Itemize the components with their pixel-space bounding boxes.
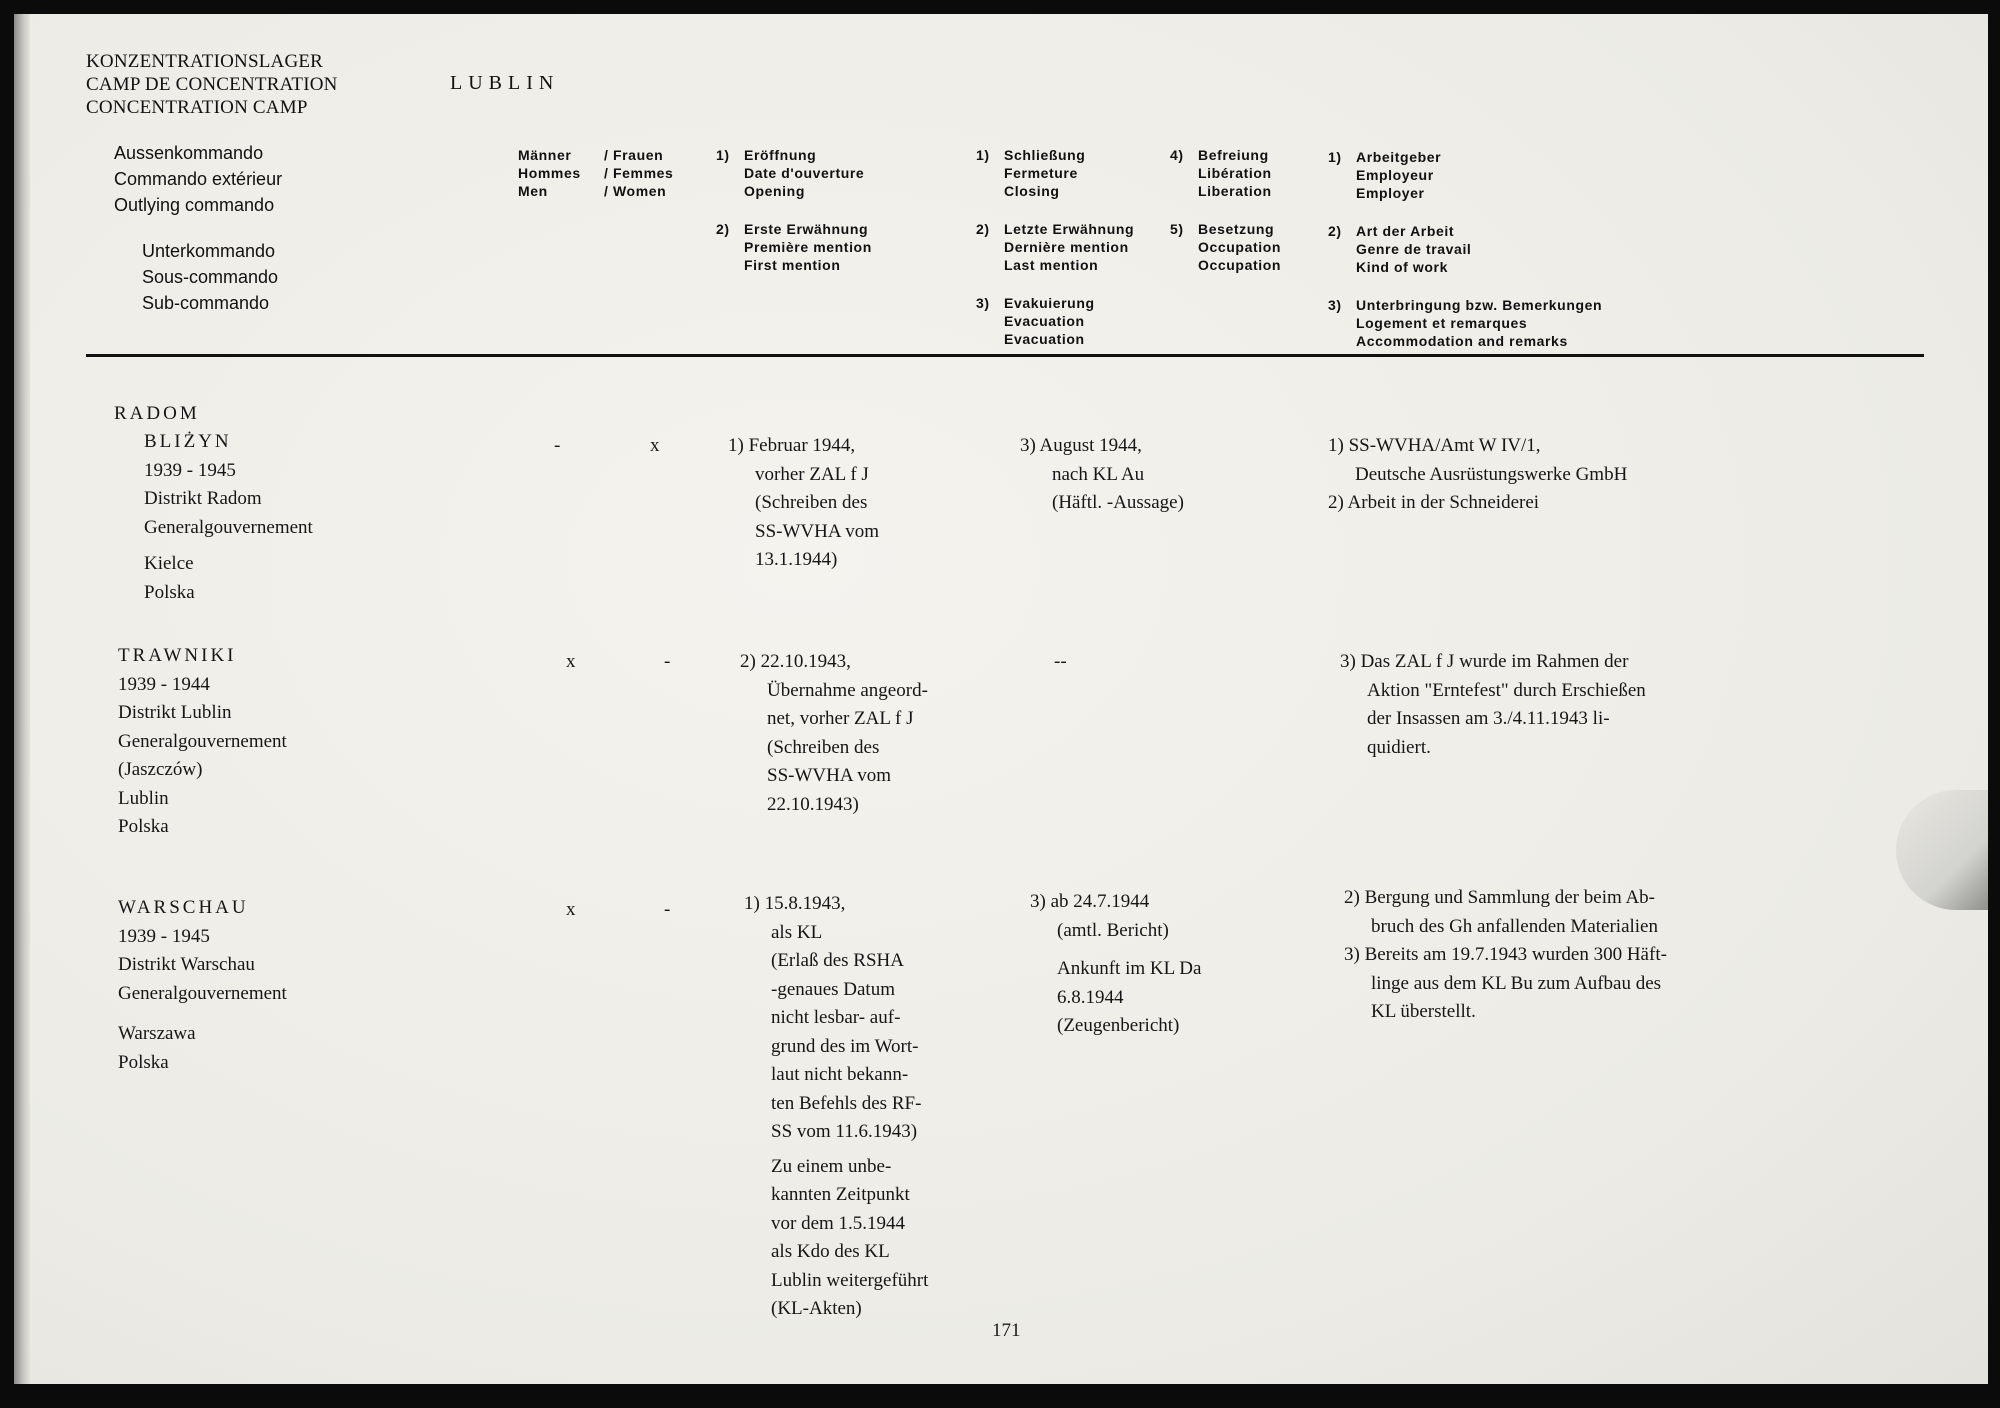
opening-line: 2) 22.10.1943, [740, 651, 851, 672]
legend-text: Employer [1356, 185, 1425, 201]
legend-text: Liberation [1198, 183, 1272, 199]
legend-text: Evacuation [1004, 331, 1085, 347]
closing-info [1054, 648, 1067, 677]
legend-liberation [1170, 146, 1272, 200]
legend-num: 2) [1328, 223, 1342, 239]
region-name: RADOM [114, 403, 200, 424]
location-line: 1939 - 1945 [118, 925, 210, 947]
entry-name: WARSCHAU [118, 897, 249, 918]
legend-text: Letzte Erwähnung [1004, 221, 1135, 237]
legend-text: Logement et remarques [1356, 315, 1528, 331]
closing-line: nach KL Au [1052, 463, 1145, 485]
legend-text: Erste Erwähnung [744, 221, 869, 237]
opening-line: Zu einem unbe- [771, 1155, 892, 1177]
legend-men-fr: Hommes [518, 165, 581, 181]
closing-line: (amtl. Bericht) [1057, 919, 1169, 941]
location-line: Lublin [118, 787, 169, 809]
remarks-line: KL überstellt. [1371, 1001, 1476, 1022]
legend-num: 1) [1328, 149, 1342, 165]
outlying-line-fr: Commando extérieur [114, 169, 283, 189]
entry-name: TRAWNIKI [118, 645, 237, 666]
title-line-fr: CAMP DE CONCENTRATION [86, 74, 338, 95]
closing-line: -- [1054, 651, 1067, 672]
legend-num: 5) [1170, 221, 1184, 237]
outlying-commando-label [114, 140, 282, 218]
legend-text: Evakuierung [1004, 295, 1095, 311]
legend-text: Arbeitgeber [1356, 149, 1442, 165]
legend-text: Last mention [1004, 257, 1099, 273]
legend-num: 3) [1328, 297, 1342, 313]
location-line: Polska [144, 581, 195, 603]
opening-line: vorher ZAL f J [755, 463, 869, 485]
sub-line-en: Sub-commando [142, 293, 270, 313]
sub-commando-label [142, 238, 278, 316]
legend-num: 1) [716, 147, 730, 163]
remarks-line: 3) Das ZAL f J wurde im Rahmen der [1340, 651, 1629, 672]
location-line: Polska [118, 816, 169, 837]
opening-line: kannten Zeitpunkt [771, 1184, 910, 1205]
legend-text: Art der Arbeit [1356, 223, 1455, 239]
opening-line: (Schreiben des [755, 492, 868, 513]
opening-line: nicht lesbar- auf- [771, 1007, 901, 1028]
camp-name: LUBLIN [450, 72, 560, 94]
remarks-line: 2) Bergung und Sammlung der beim Ab- [1344, 887, 1656, 908]
opening-info [728, 432, 879, 575]
opening-line: (Schreiben des [767, 736, 880, 758]
legend-employer [1328, 148, 1441, 202]
women-mark: - [664, 899, 671, 920]
opening-info [744, 890, 928, 1324]
legend-men-de: Männer [518, 147, 572, 163]
outlying-line-de: Aussenkommando [114, 143, 264, 163]
legend-text: Schließung [1004, 147, 1086, 163]
legend-women-de: / Frauen [604, 147, 664, 163]
remarks-line: bruch des Gh anfallenden Materialien [1371, 915, 1658, 937]
legend-text: Kind of work [1356, 259, 1448, 275]
legend-num: 1) [976, 147, 990, 163]
opening-line: SS-WVHA vom [755, 520, 880, 542]
legend-num: 2) [976, 221, 990, 237]
camp-title-block [86, 50, 338, 119]
women-mark: x [650, 435, 660, 456]
men-mark: - [554, 435, 561, 456]
location-line: Distrikt Lublin [118, 702, 232, 723]
document-page [14, 14, 1988, 1384]
opening-line: 13.1.1944) [755, 549, 838, 570]
legend-evacuation [976, 294, 1095, 348]
legend-text: Occupation [1198, 239, 1282, 255]
closing-line: 3) August 1944, [1020, 435, 1142, 456]
opening-line: grund des im Wort- [771, 1035, 919, 1057]
opening-info [740, 648, 928, 819]
legend-men-en: Men [518, 183, 548, 199]
sub-line-de: Unterkommando [142, 241, 276, 261]
legend-text: Fermeture [1004, 165, 1078, 181]
closing-line: 3) ab 24.7.1944 [1030, 891, 1150, 912]
closing-line: (Häftl. -Aussage) [1052, 492, 1184, 513]
entry-location-blizyn [144, 428, 313, 607]
men-mark: x [566, 899, 576, 920]
remarks-line: Aktion "Erntefest" durch Erschießen [1367, 679, 1646, 701]
legend-num: 3) [976, 295, 990, 311]
entry-location-warschau [118, 894, 287, 1077]
opening-line: net, vorher ZAL f J [767, 708, 914, 729]
entry-name: BLIŻYN [144, 431, 232, 452]
location-line: Generalgouvernement [118, 982, 287, 1004]
remarks-line: linge aus dem KL Bu zum Aufbau des [1371, 972, 1662, 994]
page-tab-marker [1896, 790, 1988, 910]
legend-text: Unterbringung bzw. Bemerkungen [1356, 297, 1603, 313]
entry-location-trawniki [118, 642, 287, 842]
legend-text: Date d'ouverture [744, 165, 865, 181]
opening-line: SS vom 11.6.1943) [771, 1121, 918, 1142]
opening-line: (KL-Akten) [771, 1298, 862, 1319]
women-mark: - [664, 651, 671, 672]
legend-text: Evacuation [1004, 313, 1085, 329]
remarks-info [1340, 648, 1646, 762]
legend-text: First mention [744, 257, 841, 273]
closing-info [1020, 432, 1184, 518]
legend-text: Eröffnung [744, 147, 817, 163]
location-line: Polska [118, 1051, 169, 1073]
legend-closing [976, 146, 1085, 200]
remarks-line: der Insassen am 3./4.11.1943 li- [1367, 708, 1610, 729]
opening-line: 1) Februar 1944, [728, 435, 856, 456]
outlying-line-en: Outlying commando [114, 195, 275, 215]
page-number: 171 [992, 1320, 1021, 1341]
opening-line: 1) 15.8.1943, [744, 893, 846, 914]
legend-text: Accommodation and remarks [1356, 333, 1568, 349]
legend-text: Occupation [1198, 257, 1282, 273]
legend-num: 2) [716, 221, 730, 237]
location-line: Distrikt Radom [144, 488, 262, 509]
closing-line: (Zeugenbericht) [1057, 1015, 1180, 1036]
location-line: 1939 - 1944 [118, 673, 210, 695]
legend-text: Closing [1004, 183, 1060, 199]
legend-text: Besetzung [1198, 221, 1275, 237]
legend-kind-of-work [1328, 222, 1471, 276]
legend-text: Befreiung [1198, 147, 1269, 163]
legend-num: 4) [1170, 147, 1184, 163]
remarks-info [1344, 884, 1667, 1027]
closing-line: Ankunft im KL Da [1057, 958, 1202, 979]
opening-line: 22.10.1943) [767, 793, 859, 815]
location-line: Generalgouvernement [118, 730, 287, 752]
legend-women-fr: / Femmes [604, 165, 674, 181]
page-binding-shadow [14, 14, 30, 1384]
remarks-line: 2) Arbeit in der Schneiderei [1328, 492, 1540, 513]
opening-line: SS-WVHA vom [767, 765, 892, 786]
legend-occupation [1170, 220, 1281, 274]
legend-text: Opening [744, 183, 805, 199]
sub-line-fr: Sous-commando [142, 267, 279, 287]
header-divider [86, 354, 1924, 357]
title-line-de: KONZENTRATIONSLAGER [86, 51, 324, 72]
closing-line: 6.8.1944 [1057, 986, 1124, 1008]
remarks-line: quidiert. [1367, 736, 1431, 758]
location-line: Distrikt Warschau [118, 954, 255, 975]
opening-line: laut nicht bekann- [771, 1064, 909, 1085]
legend-women-en: / Women [604, 183, 667, 199]
location-line: 1939 - 1945 [144, 459, 236, 481]
legend-text: Première mention [744, 239, 872, 255]
legend-text: Employeur [1356, 167, 1434, 183]
location-line: (Jaszczów) [118, 759, 203, 780]
location-line: Generalgouvernement [144, 516, 313, 538]
opening-line: vor dem 1.5.1944 [771, 1212, 906, 1234]
remarks-line: Deutsche Ausrüstungswerke GmbH [1355, 463, 1628, 485]
remarks-info [1328, 432, 1627, 518]
legend-opening [716, 146, 864, 200]
opening-line: -genaues Datum [771, 978, 895, 1000]
legend-text: Genre de travail [1356, 241, 1472, 257]
closing-info [1030, 888, 1201, 1041]
opening-line: Übernahme angeord- [767, 679, 928, 701]
title-line-en: CONCENTRATION CAMP [86, 97, 308, 118]
opening-line: ten Befehls des RF- [771, 1092, 922, 1114]
legend-text: Dernière mention [1004, 239, 1129, 255]
location-line: Kielce [144, 553, 194, 574]
opening-line: als Kdo des KL [771, 1241, 890, 1262]
legend-men-women [518, 146, 673, 200]
remarks-line: 1) SS-WVHA/Amt W IV/1, [1328, 435, 1541, 456]
opening-line: als KL [771, 921, 823, 943]
legend-text: Libération [1198, 165, 1272, 181]
legend-first-mention [716, 220, 872, 274]
men-mark: x [566, 651, 576, 672]
remarks-line: 3) Bereits am 19.7.1943 wurden 300 Häft- [1344, 944, 1667, 965]
location-line: Warszawa [118, 1023, 196, 1044]
legend-last-mention [976, 220, 1134, 274]
legend-accommodation [1328, 296, 1602, 350]
opening-line: Lublin weitergeführt [771, 1269, 929, 1291]
opening-line: (Erlaß des RSHA [771, 950, 904, 971]
